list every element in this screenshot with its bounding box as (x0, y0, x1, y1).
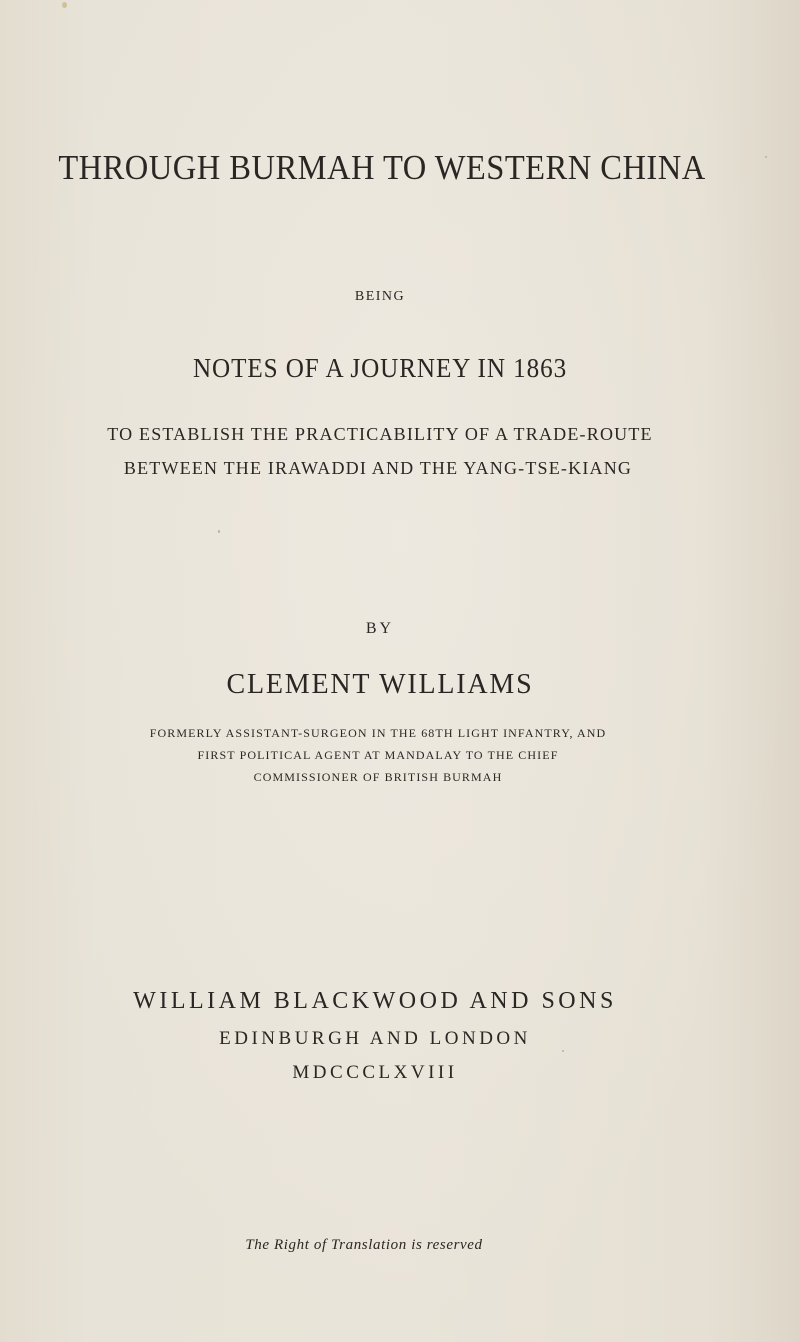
by-label: BY (365, 620, 395, 637)
rights-notice: The Right of Translation is reserved (245, 1237, 483, 1253)
publisher-name: WILLIAM BLACKWOOD AND SONS (133, 988, 617, 1014)
book-title: THROUGH BURMAH TO WESTERN CHINA (58, 148, 706, 187)
book-subtitle: NOTES OF A JOURNEY IN 1863 (192, 353, 568, 383)
publisher-cities: EDINBURGH AND LONDON (219, 1028, 531, 1049)
paper-speck (62, 2, 67, 8)
author-name: CLEMENT WILLIAMS (226, 669, 534, 700)
author-credentials-line-2: FIRST POLITICAL AGENT AT MANDALAY TO THE CHIEF (197, 748, 559, 762)
purpose-line-2: BETWEEN THE IRAWADDI AND THE YANG-TSE-KIANG (123, 458, 633, 478)
being-label: BEING (354, 289, 406, 304)
paper-speck (562, 1050, 564, 1052)
author-credentials-line-1: FORMERLY ASSISTANT-SURGEON IN THE 68TH LIGHT INFANTRY, AND (149, 726, 607, 740)
purpose-line-1: TO ESTABLISH THE PRACTICABILITY OF A TRADE-ROUTE (107, 424, 653, 444)
publication-year: MDCCCLXVIII (292, 1062, 458, 1083)
author-credentials-line-3: COMMISSIONER OF BRITISH BURMAH (253, 770, 503, 784)
paper-speck (218, 530, 220, 533)
paper-speck (765, 156, 767, 158)
